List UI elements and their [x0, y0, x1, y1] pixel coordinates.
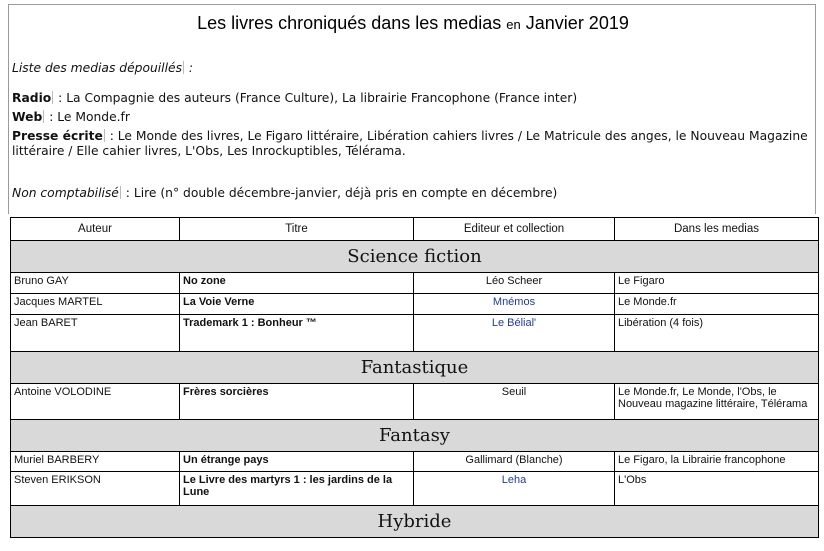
cell-title: Trademark 1 : Bonheur ™ [180, 315, 414, 352]
cell-title: Frères sorcières [180, 384, 414, 420]
title-end: Janvier 2019 [525, 13, 629, 33]
press-label: Presse écrite [12, 129, 103, 143]
section-title: Fantastique [11, 352, 819, 384]
media-list-heading [12, 61, 193, 76]
media-list-label: Liste des medias dépouillés [12, 61, 182, 75]
title-small: en [506, 17, 521, 32]
cell-author: Bruno GAY [11, 273, 180, 294]
cell-publisher: Mnémos [414, 294, 615, 315]
header-publisher: Editeur et collection [414, 218, 615, 241]
noncount-text: : Lire (n° double décembre-janvier, déjà pris en compte en décembre) [121, 186, 558, 200]
section-row [11, 241, 819, 273]
press-text: : Le Monde des livres, Le Figaro littéraire, Libération cahiers livres / Le Matricule des anges, le Nouveau Magazine littéraire / Elle cahier livres, L'Obs, Les Inrockuptibles, Télérama. [12, 129, 808, 158]
table-row [11, 472, 819, 506]
web-label: Web [12, 110, 43, 124]
cell-title: Un étrange pays [180, 452, 414, 472]
section-row [11, 420, 819, 452]
cell-publisher: Léo Scheer [414, 273, 615, 294]
cell-publisher: Gallimard (Blanche) [414, 452, 615, 472]
table-row [11, 315, 819, 352]
text-cursor-mark [120, 186, 121, 199]
cell-publisher: Leha [414, 472, 615, 506]
cell-author: Muriel BARBERY [11, 452, 180, 472]
page-title [9, 13, 817, 34]
table-row [11, 273, 819, 294]
text-cursor-mark [183, 61, 184, 74]
cell-author: Jacques MARTEL [11, 294, 180, 315]
radio-text: : La Compagnie des auteurs (France Culture), La librairie Francophone (France inter) [54, 91, 578, 105]
radio-label: Radio [12, 91, 52, 105]
cell-media: L'Obs [615, 472, 819, 506]
noncount-line [12, 186, 557, 201]
cell-media: Le Figaro, la Librairie francophone [615, 452, 819, 472]
section-row [11, 506, 819, 538]
cell-publisher: Seuil [414, 384, 615, 420]
cell-title: Le Livre des martyrs 1 : les jardins de la Lune [180, 472, 414, 506]
cell-media: Le Monde.fr [615, 294, 819, 315]
web-text: : Le Monde.fr [45, 110, 130, 124]
text-cursor-mark [104, 129, 105, 142]
section-title: Fantasy [11, 420, 819, 452]
table-row [11, 452, 819, 472]
cell-title: No zone [180, 273, 414, 294]
table-row [11, 294, 819, 315]
press-line [12, 129, 812, 159]
section-title: Science fiction [11, 241, 819, 273]
title-main: Les livres chroniqués dans les medias [197, 13, 502, 33]
cell-author: Steven ERIKSON [11, 472, 180, 506]
noncount-label: Non comptabilisé [12, 186, 119, 200]
header-title: Titre [180, 218, 414, 241]
document-header-box [8, 4, 816, 214]
section-title: Hybride [11, 506, 819, 538]
header-author: Auteur [11, 218, 180, 241]
cell-media: Libération (4 fois) [615, 315, 819, 352]
cell-author: Jean BARET [11, 315, 180, 352]
media-list-colon: : [185, 61, 194, 75]
section-row [11, 352, 819, 384]
radio-line [12, 91, 577, 106]
cell-media: Le Figaro [615, 273, 819, 294]
cell-publisher: Le Bélial' [414, 315, 615, 352]
cell-title: La Voie Verne [180, 294, 414, 315]
table-row [11, 384, 819, 420]
cell-author: Antoine VOLODINE [11, 384, 180, 420]
books-table [10, 217, 819, 538]
table-header-row [11, 218, 819, 241]
header-media: Dans les medias [615, 218, 819, 241]
web-line [12, 110, 130, 125]
cell-media: Le Monde.fr, Le Monde, l'Obs, le Nouveau magazine littéraire, Télérama [615, 384, 819, 420]
